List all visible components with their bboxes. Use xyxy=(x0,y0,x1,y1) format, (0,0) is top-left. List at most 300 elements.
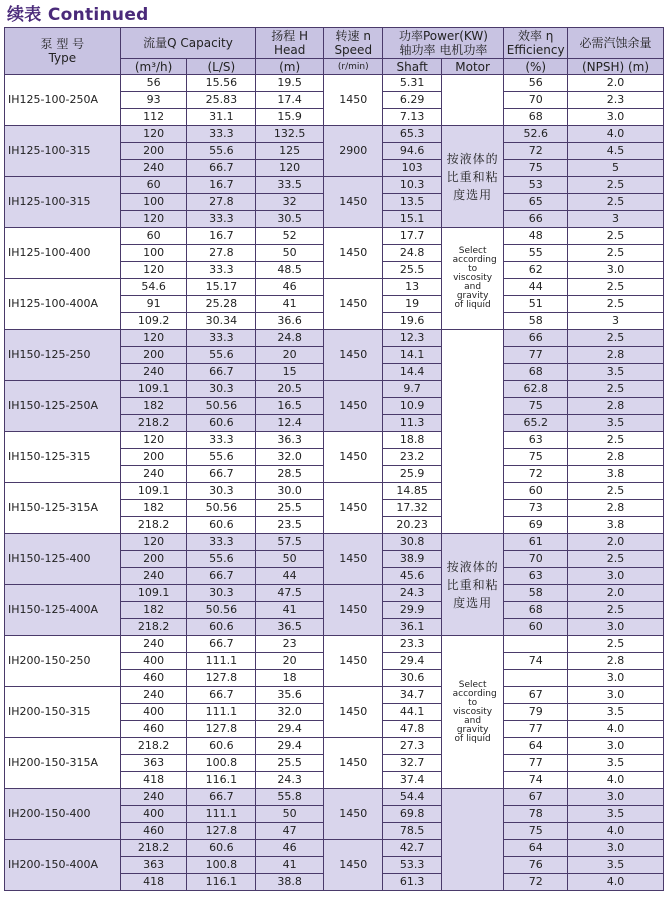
npsh-value: 2.5 xyxy=(568,245,664,262)
capacity-m3h: 54.6 xyxy=(120,279,187,296)
table-row xyxy=(5,75,664,92)
efficiency-value: 70 xyxy=(504,92,568,109)
shaft-power: 103 xyxy=(383,160,441,177)
capacity-ls: 116.1 xyxy=(187,874,256,891)
efficiency-value: 48 xyxy=(504,228,568,245)
capacity-m3h: 460 xyxy=(120,721,187,738)
capacity-m3h: 200 xyxy=(120,551,187,568)
pump-spec-table xyxy=(4,27,664,891)
capacity-ls: 16.7 xyxy=(187,177,256,194)
shaft-power: 30.8 xyxy=(383,534,441,551)
motor-note-cn: 按液体的 xyxy=(446,151,499,166)
speed-value: 1450 xyxy=(324,75,383,126)
capacity-m3h: 100 xyxy=(120,194,187,211)
capacity-m3h: 60 xyxy=(120,228,187,245)
capacity-m3h: 218.2 xyxy=(120,517,187,534)
shaft-power: 54.4 xyxy=(383,789,441,806)
capacity-ls: 30.3 xyxy=(187,483,256,500)
shaft-power: 25.5 xyxy=(383,262,441,279)
npsh-value: 2.5 xyxy=(568,432,664,449)
npsh-value: 3.0 xyxy=(568,840,664,857)
head-value: 19.5 xyxy=(256,75,324,92)
motor-note-cn: 度选用 xyxy=(453,595,493,610)
npsh-value: 3.0 xyxy=(568,109,664,126)
pump-type: IH125-100-400 xyxy=(5,228,121,279)
head-value: 125 xyxy=(256,143,324,160)
npsh-value: 2.5 xyxy=(568,483,664,500)
pump-type: IH150-125-400A xyxy=(5,585,121,636)
npsh-value: 3.8 xyxy=(568,517,664,534)
capacity-ls: 127.8 xyxy=(187,670,256,687)
capacity-ls: 27.8 xyxy=(187,245,256,262)
speed-value: 1450 xyxy=(324,585,383,636)
npsh-value: 4.0 xyxy=(568,874,664,891)
npsh-value: 3.0 xyxy=(568,738,664,755)
capacity-ls: 50.56 xyxy=(187,602,256,619)
capacity-ls: 66.7 xyxy=(187,789,256,806)
table-row xyxy=(5,534,664,551)
npsh-value: 2.0 xyxy=(568,585,664,602)
motor-note-cn: 比重和粘 xyxy=(446,169,499,184)
shaft-power: 9.7 xyxy=(383,381,441,398)
pump-type: IH150-125-400 xyxy=(5,534,121,585)
efficiency-value: 65 xyxy=(504,194,568,211)
efficiency-value: 74 xyxy=(504,772,568,789)
head-value: 16.5 xyxy=(256,398,324,415)
header-motor-en: Motor xyxy=(441,59,504,75)
capacity-ls: 31.1 xyxy=(187,109,256,126)
capacity-ls: 27.8 xyxy=(187,194,256,211)
table-row xyxy=(5,177,664,194)
capacity-ls: 111.1 xyxy=(187,653,256,670)
table-row xyxy=(5,279,664,296)
pump-type: IH150-125-315 xyxy=(5,432,121,483)
capacity-ls: 127.8 xyxy=(187,721,256,738)
capacity-m3h: 240 xyxy=(120,789,187,806)
npsh-value: 2.5 xyxy=(568,194,664,211)
capacity-ls: 33.3 xyxy=(187,330,256,347)
npsh-value: 3.0 xyxy=(568,687,664,704)
capacity-m3h: 400 xyxy=(120,704,187,721)
shaft-power: 36.1 xyxy=(383,619,441,636)
efficiency-value: 56 xyxy=(504,75,568,92)
shaft-power: 23.3 xyxy=(383,636,441,653)
npsh-value: 3.0 xyxy=(568,568,664,585)
efficiency-value: 77 xyxy=(504,755,568,772)
capacity-ls: 66.7 xyxy=(187,160,256,177)
header-speed-unit: (r/min) xyxy=(324,59,383,75)
capacity-ls: 127.8 xyxy=(187,823,256,840)
capacity-m3h: 418 xyxy=(120,874,187,891)
capacity-m3h: 218.2 xyxy=(120,415,187,432)
capacity-ls: 66.7 xyxy=(187,364,256,381)
head-value: 50 xyxy=(256,551,324,568)
efficiency-value: 63 xyxy=(504,432,568,449)
speed-value: 1450 xyxy=(324,228,383,279)
efficiency-value: 75 xyxy=(504,823,568,840)
head-value: 57.5 xyxy=(256,534,324,551)
npsh-value: 3 xyxy=(568,211,664,228)
shaft-power: 13.5 xyxy=(383,194,441,211)
capacity-m3h: 200 xyxy=(120,347,187,364)
capacity-m3h: 240 xyxy=(120,160,187,177)
capacity-ls: 60.6 xyxy=(187,619,256,636)
header-power-label: 功率Power(KW) xyxy=(398,29,488,43)
header-speed-cn: 转速 n xyxy=(335,29,371,43)
motor-power-note xyxy=(441,534,504,636)
capacity-ls: 33.3 xyxy=(187,211,256,228)
shaft-power: 94.6 xyxy=(383,143,441,160)
npsh-value: 2.5 xyxy=(568,177,664,194)
capacity-ls: 60.6 xyxy=(187,738,256,755)
speed-value: 1450 xyxy=(324,381,383,432)
shaft-power: 45.6 xyxy=(383,568,441,585)
npsh-value: 3.0 xyxy=(568,262,664,279)
capacity-m3h: 363 xyxy=(120,755,187,772)
head-value: 29.4 xyxy=(256,738,324,755)
shaft-power: 13 xyxy=(383,279,441,296)
npsh-value: 3.5 xyxy=(568,755,664,772)
header-type xyxy=(5,28,121,75)
capacity-ls: 60.6 xyxy=(187,840,256,857)
shaft-power: 69.8 xyxy=(383,806,441,823)
head-value: 24.3 xyxy=(256,772,324,789)
capacity-m3h: 182 xyxy=(120,602,187,619)
npsh-value: 2.8 xyxy=(568,398,664,415)
efficiency-value: 76 xyxy=(504,857,568,874)
motor-note-cn: 比重和粘 xyxy=(446,577,499,592)
shaft-power: 17.32 xyxy=(383,500,441,517)
capacity-m3h: 100 xyxy=(120,245,187,262)
header-eff-en: Efficiency xyxy=(506,43,565,57)
shaft-power: 14.4 xyxy=(383,364,441,381)
capacity-ls: 100.8 xyxy=(187,755,256,772)
npsh-value: 4.0 xyxy=(568,823,664,840)
shaft-power: 7.13 xyxy=(383,109,441,126)
npsh-value: 5 xyxy=(568,160,664,177)
shaft-power: 27.3 xyxy=(383,738,441,755)
head-value: 35.6 xyxy=(256,687,324,704)
header-type-cn: 泵 型 号 xyxy=(40,37,85,51)
efficiency-value: 72 xyxy=(504,874,568,891)
capacity-m3h: 218.2 xyxy=(120,738,187,755)
capacity-ls: 111.1 xyxy=(187,806,256,823)
head-value: 28.5 xyxy=(256,466,324,483)
head-value: 38.8 xyxy=(256,874,324,891)
npsh-value: 2.3 xyxy=(568,92,664,109)
pump-type: IH150-125-315A xyxy=(5,483,121,534)
head-value: 30.5 xyxy=(256,211,324,228)
table-row xyxy=(5,381,664,398)
capacity-m3h: 363 xyxy=(120,857,187,874)
capacity-ls: 16.7 xyxy=(187,228,256,245)
efficiency-value: 67 xyxy=(504,789,568,806)
motor-power-note xyxy=(441,330,504,534)
shaft-power: 25.9 xyxy=(383,466,441,483)
capacity-ls: 30.3 xyxy=(187,381,256,398)
capacity-ls: 116.1 xyxy=(187,772,256,789)
pump-type: IH200-150-400 xyxy=(5,789,121,840)
head-value: 36.6 xyxy=(256,313,324,330)
speed-value: 1450 xyxy=(324,534,383,585)
efficiency-value xyxy=(504,670,568,687)
header-head xyxy=(256,28,324,59)
capacity-ls: 33.3 xyxy=(187,126,256,143)
header-npsh-cn: 必需汽蚀余量 xyxy=(568,28,664,59)
head-value: 36.5 xyxy=(256,619,324,636)
head-value: 41 xyxy=(256,857,324,874)
shaft-power: 78.5 xyxy=(383,823,441,840)
npsh-value: 2.8 xyxy=(568,449,664,466)
head-value: 23 xyxy=(256,636,324,653)
capacity-ls: 111.1 xyxy=(187,704,256,721)
capacity-ls: 25.28 xyxy=(187,296,256,313)
header-power xyxy=(383,28,504,59)
shaft-power: 15.1 xyxy=(383,211,441,228)
efficiency-value xyxy=(504,636,568,653)
efficiency-value: 79 xyxy=(504,704,568,721)
head-value: 36.3 xyxy=(256,432,324,449)
capacity-m3h: 400 xyxy=(120,806,187,823)
shaft-power: 20.23 xyxy=(383,517,441,534)
capacity-m3h: 91 xyxy=(120,296,187,313)
npsh-value: 3.5 xyxy=(568,806,664,823)
shaft-power: 24.8 xyxy=(383,245,441,262)
head-value: 46 xyxy=(256,279,324,296)
head-value: 120 xyxy=(256,160,324,177)
motor-power-note xyxy=(441,636,504,789)
table-body xyxy=(5,75,664,891)
head-value: 52 xyxy=(256,228,324,245)
header-head-cn: 扬程 H xyxy=(271,29,309,43)
head-value: 47 xyxy=(256,823,324,840)
shaft-power: 11.3 xyxy=(383,415,441,432)
npsh-value: 3.0 xyxy=(568,619,664,636)
pump-type: IH150-125-250 xyxy=(5,330,121,381)
capacity-m3h: 120 xyxy=(120,432,187,449)
motor-power-note xyxy=(441,126,504,228)
capacity-m3h: 240 xyxy=(120,466,187,483)
table-row xyxy=(5,585,664,602)
npsh-value: 2.5 xyxy=(568,330,664,347)
efficiency-value: 77 xyxy=(504,721,568,738)
head-value: 48.5 xyxy=(256,262,324,279)
table-row xyxy=(5,330,664,347)
head-value: 25.5 xyxy=(256,755,324,772)
shaft-power: 42.7 xyxy=(383,840,441,857)
head-value: 50 xyxy=(256,245,324,262)
head-value: 15 xyxy=(256,364,324,381)
capacity-ls: 30.34 xyxy=(187,313,256,330)
capacity-ls: 55.6 xyxy=(187,143,256,160)
shaft-power: 18.8 xyxy=(383,432,441,449)
speed-value: 1450 xyxy=(324,738,383,789)
shaft-power: 29.4 xyxy=(383,653,441,670)
capacity-m3h: 182 xyxy=(120,398,187,415)
shaft-power: 23.2 xyxy=(383,449,441,466)
pump-type: IH125-100-400A xyxy=(5,279,121,330)
npsh-value: 3.5 xyxy=(568,415,664,432)
head-value: 30.0 xyxy=(256,483,324,500)
capacity-ls: 33.3 xyxy=(187,262,256,279)
efficiency-value: 58 xyxy=(504,585,568,602)
shaft-power: 38.9 xyxy=(383,551,441,568)
motor-note-cn: 按液体的 xyxy=(446,559,499,574)
capacity-ls: 55.6 xyxy=(187,551,256,568)
capacity-ls: 55.6 xyxy=(187,449,256,466)
head-value: 17.4 xyxy=(256,92,324,109)
efficiency-value: 66 xyxy=(504,211,568,228)
capacity-ls: 25.83 xyxy=(187,92,256,109)
head-value: 24.8 xyxy=(256,330,324,347)
capacity-m3h: 418 xyxy=(120,772,187,789)
efficiency-value: 68 xyxy=(504,602,568,619)
table-row xyxy=(5,228,664,245)
efficiency-value: 74 xyxy=(504,653,568,670)
head-value: 20 xyxy=(256,653,324,670)
npsh-value: 4.5 xyxy=(568,143,664,160)
npsh-value: 4.0 xyxy=(568,721,664,738)
header-motor-cn: 电机功率 xyxy=(439,43,488,57)
header-efficiency xyxy=(504,28,568,59)
pump-type: IH125-100-250A xyxy=(5,75,121,126)
shaft-power: 32.7 xyxy=(383,755,441,772)
speed-value: 1450 xyxy=(324,432,383,483)
speed-value: 2900 xyxy=(324,126,383,177)
shaft-power: 30.6 xyxy=(383,670,441,687)
npsh-value: 2.0 xyxy=(568,534,664,551)
table-row xyxy=(5,126,664,143)
shaft-power: 19 xyxy=(383,296,441,313)
table-row xyxy=(5,840,664,857)
capacity-m3h: 240 xyxy=(120,687,187,704)
efficiency-value: 44 xyxy=(504,279,568,296)
capacity-m3h: 240 xyxy=(120,568,187,585)
table-row xyxy=(5,432,664,449)
shaft-power: 37.4 xyxy=(383,772,441,789)
npsh-value: 2.5 xyxy=(568,228,664,245)
capacity-ls: 30.3 xyxy=(187,585,256,602)
motor-power-note xyxy=(441,228,504,330)
efficiency-value: 60 xyxy=(504,619,568,636)
capacity-m3h: 60 xyxy=(120,177,187,194)
head-value: 29.4 xyxy=(256,721,324,738)
header-speed xyxy=(324,28,383,59)
table-row xyxy=(5,636,664,653)
motor-note-en: Select according to viscosity and gravity of liquid xyxy=(452,246,497,310)
npsh-value: 3.5 xyxy=(568,704,664,721)
capacity-ls: 60.6 xyxy=(187,517,256,534)
shaft-power: 61.3 xyxy=(383,874,441,891)
efficiency-value: 70 xyxy=(504,551,568,568)
speed-value: 1450 xyxy=(324,687,383,738)
head-value: 20 xyxy=(256,347,324,364)
capacity-m3h: 120 xyxy=(120,534,187,551)
capacity-m3h: 109.1 xyxy=(120,381,187,398)
head-value: 20.5 xyxy=(256,381,324,398)
efficiency-value: 55 xyxy=(504,245,568,262)
efficiency-value: 78 xyxy=(504,806,568,823)
capacity-m3h: 200 xyxy=(120,449,187,466)
shaft-power: 14.85 xyxy=(383,483,441,500)
table-row xyxy=(5,687,664,704)
npsh-value: 2.5 xyxy=(568,602,664,619)
efficiency-value: 51 xyxy=(504,296,568,313)
npsh-value: 2.8 xyxy=(568,347,664,364)
capacity-ls: 33.3 xyxy=(187,534,256,551)
shaft-power: 44.1 xyxy=(383,704,441,721)
npsh-value: 2.5 xyxy=(568,636,664,653)
npsh-value: 2.0 xyxy=(568,75,664,92)
efficiency-value: 64 xyxy=(504,840,568,857)
efficiency-value: 64 xyxy=(504,738,568,755)
head-value: 32.0 xyxy=(256,449,324,466)
capacity-m3h: 240 xyxy=(120,636,187,653)
npsh-value: 3.0 xyxy=(568,789,664,806)
efficiency-value: 58 xyxy=(504,313,568,330)
efficiency-value: 60 xyxy=(504,483,568,500)
speed-value: 1450 xyxy=(324,840,383,891)
head-value: 18 xyxy=(256,670,324,687)
pump-type: IH200-150-400A xyxy=(5,840,121,891)
capacity-m3h: 218.2 xyxy=(120,840,187,857)
capacity-ls: 50.56 xyxy=(187,500,256,517)
head-value: 23.5 xyxy=(256,517,324,534)
header-capacity-unit-ls: (L/S) xyxy=(187,59,256,75)
shaft-power: 5.31 xyxy=(383,75,441,92)
capacity-ls: 100.8 xyxy=(187,857,256,874)
shaft-power: 34.7 xyxy=(383,687,441,704)
head-value: 41 xyxy=(256,602,324,619)
efficiency-value: 75 xyxy=(504,398,568,415)
capacity-ls: 66.7 xyxy=(187,636,256,653)
efficiency-value: 69 xyxy=(504,517,568,534)
shaft-power: 53.3 xyxy=(383,857,441,874)
npsh-value: 3.5 xyxy=(568,364,664,381)
header-shaft-en: Shaft xyxy=(383,59,441,75)
header-shaft-cn: 轴功率 xyxy=(399,43,436,57)
speed-value: 1450 xyxy=(324,279,383,330)
pump-type: IH200-150-250 xyxy=(5,636,121,687)
header-head-unit: (m) xyxy=(256,59,324,75)
npsh-value: 3.8 xyxy=(568,466,664,483)
efficiency-value: 66 xyxy=(504,330,568,347)
npsh-value: 2.5 xyxy=(568,551,664,568)
efficiency-value: 52.6 xyxy=(504,126,568,143)
efficiency-value: 72 xyxy=(504,466,568,483)
shaft-power: 19.6 xyxy=(383,313,441,330)
capacity-ls: 60.6 xyxy=(187,415,256,432)
capacity-ls: 66.7 xyxy=(187,687,256,704)
header-eff-unit: (%) xyxy=(504,59,568,75)
efficiency-value: 75 xyxy=(504,449,568,466)
head-value: 47.5 xyxy=(256,585,324,602)
capacity-m3h: 460 xyxy=(120,670,187,687)
table-row xyxy=(5,789,664,806)
pump-type: IH150-125-250A xyxy=(5,381,121,432)
capacity-ls: 33.3 xyxy=(187,432,256,449)
efficiency-value: 62 xyxy=(504,262,568,279)
speed-value: 1450 xyxy=(324,636,383,687)
efficiency-value: 68 xyxy=(504,364,568,381)
capacity-ls: 55.6 xyxy=(187,347,256,364)
head-value: 33.5 xyxy=(256,177,324,194)
speed-value: 1450 xyxy=(324,330,383,381)
head-value: 15.9 xyxy=(256,109,324,126)
capacity-m3h: 120 xyxy=(120,211,187,228)
head-value: 12.4 xyxy=(256,415,324,432)
efficiency-value: 61 xyxy=(504,534,568,551)
